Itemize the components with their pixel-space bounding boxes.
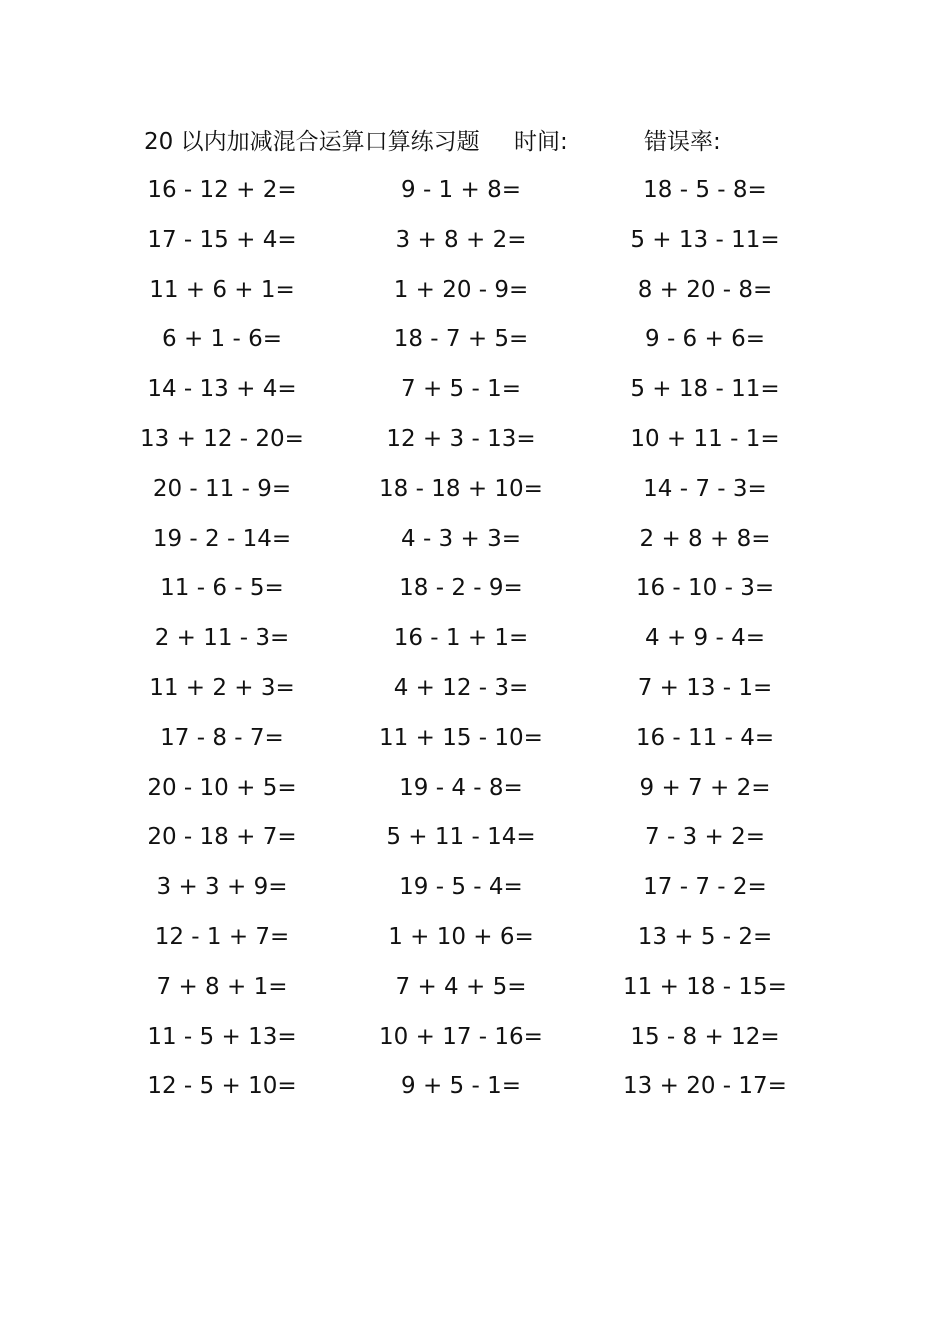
math-problem: 17 - 15 + 4= <box>147 226 297 253</box>
problem-row <box>0 1019 950 1069</box>
problem-row <box>0 770 950 820</box>
math-problem: 2 + 11 - 3= <box>154 625 290 652</box>
math-problem: 10 + 11 - 1= <box>630 425 780 452</box>
math-problem: 11 - 6 - 5= <box>160 575 284 602</box>
math-problem: 17 - 7 - 2= <box>643 874 767 901</box>
error-rate-label: 错误率: <box>644 129 721 155</box>
math-problem: 13 + 5 - 2= <box>637 923 773 950</box>
math-problem: 18 - 2 - 9= <box>399 575 523 602</box>
math-problem: 20 - 11 - 9= <box>152 475 292 502</box>
problem-grid <box>0 172 950 1118</box>
math-problem: 9 + 5 - 1= <box>401 1073 521 1100</box>
problem-row <box>0 1068 950 1118</box>
math-problem: 11 + 15 - 10= <box>379 724 543 751</box>
math-problem: 4 + 12 - 3= <box>393 674 529 701</box>
math-problem: 7 - 3 + 2= <box>645 824 765 851</box>
math-problem: 14 - 7 - 3= <box>643 475 767 502</box>
problem-row <box>0 272 950 322</box>
math-problem: 1 + 10 + 6= <box>388 923 534 950</box>
worksheet-title: 20 以内加减混合运算口算练习题 <box>144 129 480 155</box>
math-problem: 13 + 12 - 20= <box>140 425 304 452</box>
time-label: 时间: <box>514 129 568 155</box>
problem-row <box>0 321 950 371</box>
math-problem: 3 + 8 + 2= <box>395 226 527 253</box>
problem-row <box>0 919 950 969</box>
problem-row <box>0 869 950 919</box>
math-problem: 9 - 6 + 6= <box>645 326 765 353</box>
math-problem: 7 + 8 + 1= <box>156 973 288 1000</box>
math-problem: 5 + 13 - 11= <box>630 226 780 253</box>
math-problem: 7 + 4 + 5= <box>395 973 527 1000</box>
math-problem: 9 + 7 + 2= <box>639 774 771 801</box>
math-problem: 18 - 5 - 8= <box>643 177 767 203</box>
math-problem: 4 + 9 - 4= <box>645 625 765 652</box>
math-problem: 16 - 12 + 2= <box>147 177 297 203</box>
problem-row <box>0 570 950 620</box>
math-problem: 19 - 5 - 4= <box>399 874 523 901</box>
math-problem: 18 - 7 + 5= <box>393 326 529 353</box>
math-problem: 11 + 2 + 3= <box>149 674 295 701</box>
problem-row <box>0 819 950 869</box>
math-problem: 11 - 5 + 13= <box>147 1023 297 1050</box>
math-problem: 18 - 18 + 10= <box>379 475 543 502</box>
math-problem: 11 + 18 - 15= <box>623 973 787 1000</box>
math-problem: 5 + 11 - 14= <box>386 824 536 851</box>
math-problem: 1 + 20 - 9= <box>393 276 529 303</box>
math-problem: 15 - 8 + 12= <box>630 1023 780 1050</box>
math-problem: 6 + 1 - 6= <box>162 326 282 353</box>
math-problem: 17 - 8 - 7= <box>160 724 284 751</box>
math-problem: 14 - 13 + 4= <box>147 376 297 403</box>
math-problem: 7 + 13 - 1= <box>637 674 773 701</box>
math-problem: 7 + 5 - 1= <box>401 376 521 403</box>
math-problem: 19 - 2 - 14= <box>152 525 292 552</box>
problem-row <box>0 720 950 770</box>
math-problem: 4 - 3 + 3= <box>401 525 521 552</box>
math-problem: 2 + 8 + 8= <box>639 525 771 552</box>
problem-row <box>0 421 950 471</box>
math-problem: 12 + 3 - 13= <box>386 425 536 452</box>
math-problem: 12 - 1 + 7= <box>154 923 290 950</box>
problem-row <box>0 172 950 222</box>
math-problem: 16 - 10 - 3= <box>635 575 775 602</box>
problem-row <box>0 521 950 571</box>
problem-row <box>0 471 950 521</box>
math-problem: 3 + 3 + 9= <box>156 874 288 901</box>
math-problem: 20 - 10 + 5= <box>147 774 297 801</box>
math-problem: 9 - 1 + 8= <box>401 177 521 203</box>
problem-row <box>0 620 950 670</box>
math-problem: 19 - 4 - 8= <box>399 774 523 801</box>
math-problem: 13 + 20 - 17= <box>623 1073 787 1100</box>
problem-row <box>0 222 950 272</box>
math-problem: 20 - 18 + 7= <box>147 824 297 851</box>
math-problem: 10 + 17 - 16= <box>379 1023 543 1050</box>
math-problem: 16 - 11 - 4= <box>635 724 775 751</box>
math-problem: 8 + 20 - 8= <box>637 276 773 303</box>
math-problem: 11 + 6 + 1= <box>149 276 295 303</box>
math-problem: 12 - 5 + 10= <box>147 1073 297 1100</box>
math-problem: 16 - 1 + 1= <box>393 625 529 652</box>
problem-row <box>0 371 950 421</box>
problem-row <box>0 969 950 1019</box>
math-problem: 5 + 18 - 11= <box>630 376 780 403</box>
problem-row <box>0 670 950 720</box>
